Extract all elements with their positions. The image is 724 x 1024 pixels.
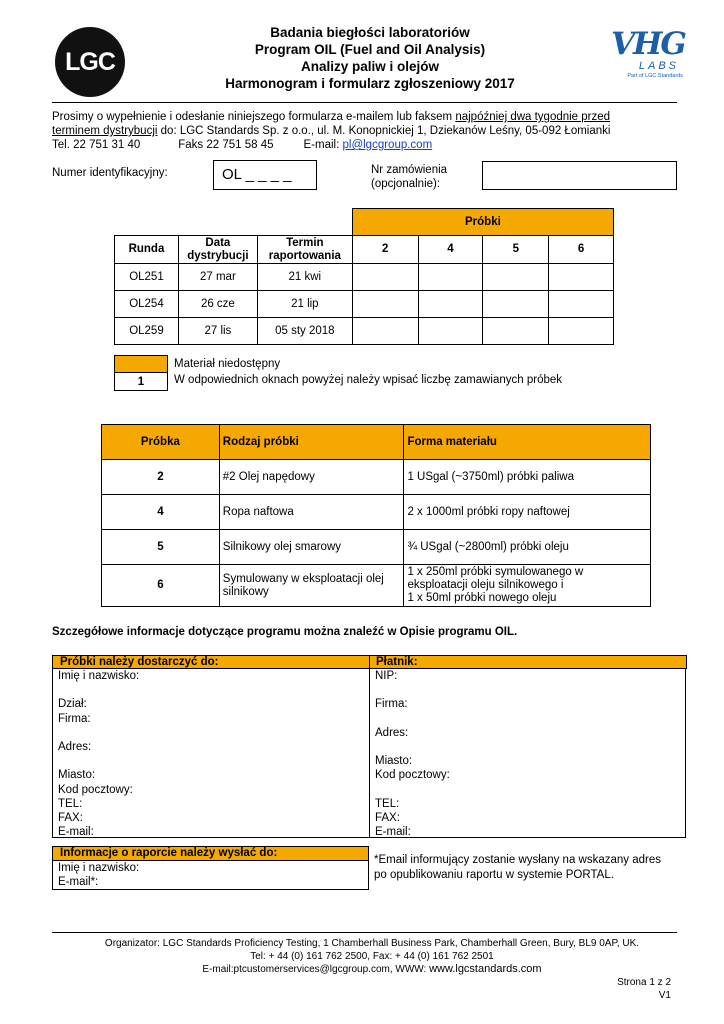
- lgc-logo-text: LGC: [65, 47, 115, 76]
- delivery-address-field[interactable]: Adres:: [58, 741, 92, 754]
- lgc-logo: [55, 27, 125, 97]
- footer-divider: [52, 932, 677, 933]
- col-date-header: Data dystrybucji: [178, 236, 257, 264]
- payer-postcode-field[interactable]: Kod pocztowy:: [375, 769, 450, 782]
- ident-label: Numer identyfikacyjny:: [52, 167, 168, 179]
- qty-input-cell[interactable]: [352, 318, 418, 345]
- schedule-row: [115, 318, 614, 345]
- delivery-tel-field[interactable]: TEL:: [58, 797, 83, 810]
- payer-fax-field[interactable]: FAX:: [375, 812, 400, 825]
- intro-line-1: Prosimy o wypełnienie i odesłanie niniejszego formularza e-mailem lub faksem: [52, 111, 456, 123]
- legend-instruction: W odpowiednich oknach powyżej należy wpisać liczbę zamawianych próbek: [174, 374, 563, 386]
- qty-input-cell[interactable]: [418, 264, 483, 291]
- vhg-logo-tag: Part of LGC Standards: [627, 73, 683, 79]
- sample-row: [102, 495, 651, 530]
- col-sample-2-header: 2: [352, 236, 418, 264]
- payer-header: Płatnik:: [369, 655, 687, 669]
- vhg-logo-main: VHG: [611, 26, 685, 62]
- order-label-line-2: (opcjonalnie):: [371, 178, 441, 190]
- sample-id: 5: [102, 530, 220, 565]
- footer: [52, 937, 692, 976]
- header-line-3: Analizy paliw i olejów: [300, 59, 440, 74]
- intro-deadline-1: najpóźniej dwa tygodnie przed: [455, 111, 611, 123]
- delivery-name-field[interactable]: Imię i nazwisko:: [58, 670, 140, 682]
- delivery-fields[interactable]: [58, 669, 139, 839]
- col-form-header: Forma materiału: [404, 425, 651, 460]
- payer-address-field[interactable]: Adres:: [375, 726, 409, 739]
- sample-row: [102, 460, 651, 495]
- date-cell: 27 mar: [178, 264, 257, 291]
- sample-form-line: 1 x 50ml próbki nowego oleju: [407, 592, 557, 604]
- term-cell: 21 kwi: [257, 264, 352, 291]
- sample-type: #2 Olej napędowy: [219, 460, 404, 495]
- qty-input-cell[interactable]: [483, 318, 549, 345]
- qty-input-cell[interactable]: [483, 264, 549, 291]
- sample-type: Ropa naftowa: [219, 495, 404, 530]
- vhg-labs-logo: [611, 28, 683, 86]
- report-email-field[interactable]: E-mail*:: [58, 876, 99, 889]
- qty-input-cell[interactable]: [352, 291, 418, 318]
- report-header: Informacje o raporcie należy wysłać do:: [52, 846, 369, 861]
- sample-type: Symulowany w eksploatacji olej silnikowy: [219, 565, 404, 607]
- delivery-email-field[interactable]: E-mail:: [58, 826, 94, 839]
- col-round-header: Runda: [115, 236, 179, 264]
- intro-deadline-2: terminem dystrybucji: [52, 125, 158, 137]
- col-term-header: Termin raportowania: [257, 236, 352, 264]
- qty-input-cell[interactable]: [352, 264, 418, 291]
- legend-unavailable-swatch: [114, 355, 168, 373]
- payer-email-field[interactable]: E-mail:: [375, 826, 411, 839]
- sample-id: 2: [102, 460, 220, 495]
- schedule-row: [115, 264, 614, 291]
- report-note-line-2: po opublikowaniu raportu w systemie PORTAL.: [374, 869, 614, 881]
- term-cell: 05 sty 2018: [257, 318, 352, 345]
- intro-address: do: LGC Standards Sp. z o.o., ul. M. Konopnickiej 1, Dziekanów Leśny, 05-092 Łomianki: [157, 125, 611, 137]
- vhg-logo-sub: LABS: [638, 60, 679, 72]
- report-note-line-1: *Email informujący zostanie wysłany na wskazany adres: [374, 854, 661, 866]
- col-type-header: Rodzaj próbki: [219, 425, 404, 460]
- report-fields[interactable]: [58, 861, 139, 889]
- header-line-1: Badania biegłości laboratoriów: [270, 25, 470, 40]
- ident-number-field[interactable]: [213, 160, 317, 190]
- address-form-divider: [369, 655, 370, 838]
- report-note: [374, 853, 661, 883]
- sample-form-line: eksploatacji oleju silnikowego i: [407, 579, 564, 591]
- delivery-postcode-field[interactable]: Kod pocztowy:: [58, 783, 133, 796]
- schedule-samples-header: Próbki: [352, 209, 613, 236]
- footer-email: E-mail:ptcustomerservices@lgcgroup.com, WWW:: [202, 964, 430, 975]
- intro-text: [52, 110, 692, 152]
- qty-input-cell[interactable]: [418, 291, 483, 318]
- intro-email-label: E-mail:: [303, 139, 343, 151]
- sample-row: [102, 530, 651, 565]
- qty-input-cell[interactable]: [418, 318, 483, 345]
- sample-id: 4: [102, 495, 220, 530]
- payer-nip-field[interactable]: NIP:: [375, 670, 398, 682]
- col-sample-6-header: 6: [549, 236, 614, 264]
- header-line-4: Harmonogram i formularz zgłoszeniowy 2017: [225, 76, 515, 91]
- date-cell: 27 lis: [178, 318, 257, 345]
- qty-input-cell[interactable]: [483, 291, 549, 318]
- term-cell: 21 lip: [257, 291, 352, 318]
- round-cell: OL251: [115, 264, 179, 291]
- legend-unavailable-label: Materiał niedostępny: [174, 358, 281, 370]
- page-number: Strona 1 z 2: [617, 977, 671, 988]
- document-header: [160, 24, 580, 92]
- intro-tel: Tel. 22 751 31 40: [52, 139, 141, 151]
- details-note: Szczegółowe informacje dotyczące programu można znaleźć w Opisie programu OIL.: [52, 626, 518, 638]
- round-cell: OL254: [115, 291, 179, 318]
- delivery-company-field[interactable]: Firma:: [58, 712, 91, 725]
- order-label-line-1: Nr zamówienia: [371, 164, 448, 176]
- version-label: V1: [658, 990, 671, 1001]
- sample-id: 6: [102, 565, 220, 607]
- delivery-city-field[interactable]: Miasto:: [58, 769, 96, 782]
- schedule-row: [115, 291, 614, 318]
- page-info: [560, 976, 671, 1002]
- order-number-label: [371, 163, 447, 191]
- report-form-box: [52, 846, 369, 890]
- col-sample-header: Próbka: [102, 425, 220, 460]
- payer-fields[interactable]: [375, 669, 450, 839]
- col-sample-5-header: 5: [483, 236, 549, 264]
- header-divider: [52, 102, 677, 103]
- legend-quantity-box: 1: [114, 372, 168, 391]
- payer-company-field[interactable]: Firma:: [375, 698, 408, 711]
- address-form-box: [52, 655, 686, 838]
- report-name-field[interactable]: Imię i nazwisko:: [58, 862, 140, 874]
- intro-email-link[interactable]: pl@lgcgroup.com: [342, 139, 433, 151]
- header-line-2: Program OIL (Fuel and Oil Analysis): [254, 42, 486, 57]
- ident-number-value: OL _ _ _ _: [222, 166, 292, 183]
- sample-form: 2 x 1000ml próbki ropy naftowej: [404, 495, 651, 530]
- date-cell: 26 cze: [178, 291, 257, 318]
- sample-form: ¾ USgal (~2800ml) próbki oleju: [404, 530, 651, 565]
- qty-input-cell[interactable]: [549, 291, 614, 318]
- order-number-field[interactable]: [482, 161, 677, 190]
- qty-input-cell[interactable]: [549, 264, 614, 291]
- round-cell: OL259: [115, 318, 179, 345]
- schedule-table: [114, 208, 614, 345]
- sample-form-line: 1 x 250ml próbki symulowanego w: [407, 566, 584, 578]
- payer-city-field[interactable]: Miasto:: [375, 755, 413, 768]
- col-sample-4-header: 4: [418, 236, 483, 264]
- sample-row: [102, 565, 651, 607]
- sample-type: Silnikowy olej smarowy: [219, 530, 404, 565]
- sample-form: 1 USgal (~3750ml) próbki paliwa: [404, 460, 651, 495]
- delivery-department-field[interactable]: Dział:: [58, 698, 87, 711]
- delivery-header: Próbki należy dostarczyć do:: [52, 655, 370, 669]
- payer-tel-field[interactable]: TEL:: [375, 797, 400, 810]
- qty-input-cell[interactable]: [549, 318, 614, 345]
- footer-line-1: Organizator: LGC Standards Proficiency Testing, 1 Chamberhall Business Park, Chamberhall Green, Bury, BL9 0AP, UK.: [104, 938, 640, 949]
- sample-form: [404, 565, 651, 607]
- footer-website-link[interactable]: www.lgcstandards.com: [429, 963, 542, 975]
- footer-line-2: Tel: + 44 (0) 161 762 2500, Fax: + 44 (0) 161 762 2501: [250, 951, 494, 962]
- intro-fax: Faks 22 751 58 45: [178, 139, 274, 151]
- delivery-fax-field[interactable]: FAX:: [58, 812, 83, 825]
- samples-table: [101, 424, 651, 607]
